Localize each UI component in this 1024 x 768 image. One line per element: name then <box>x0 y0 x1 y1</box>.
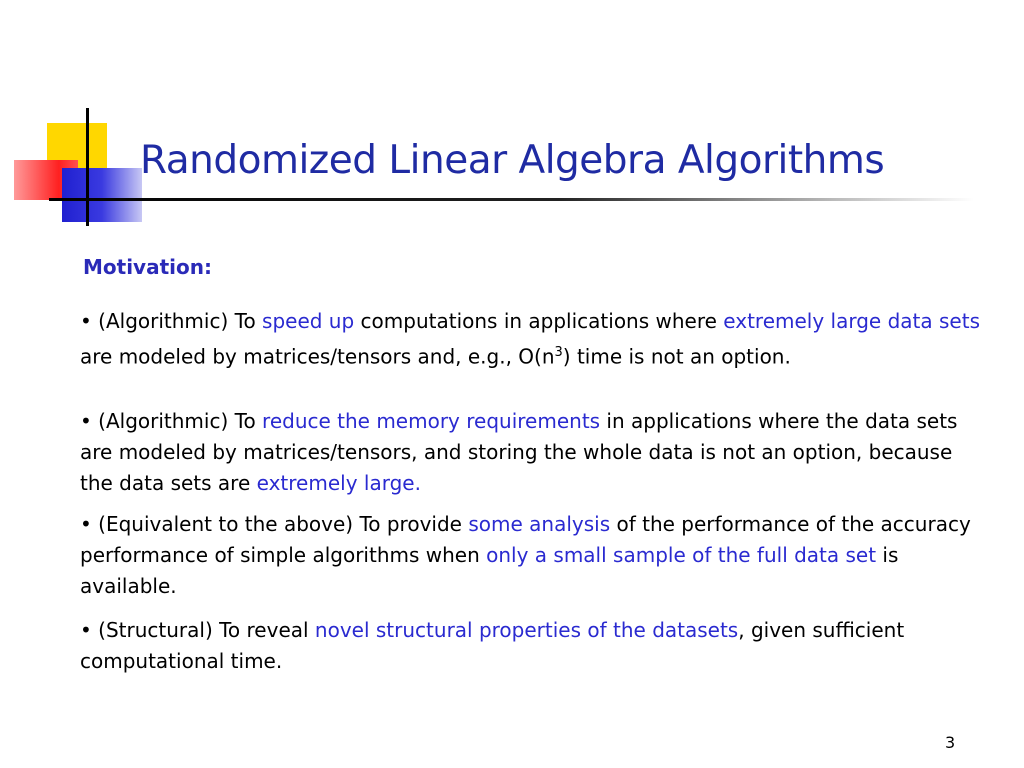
bullet-text: • (Structural) To reveal <box>80 618 315 642</box>
bullet-text: of the performance of the accuracy performance of simple algorithms when <box>80 512 971 567</box>
bullet-memory <box>80 406 980 499</box>
bullet-text: computations in applications where <box>354 309 724 333</box>
superscript: 3 <box>554 345 563 360</box>
highlight-text: extremely large. <box>256 471 421 495</box>
bullet-structural <box>80 615 980 677</box>
page-number: 3 <box>945 733 956 752</box>
decor-vertical-line <box>86 108 89 226</box>
bullet-analysis <box>80 509 980 602</box>
highlight-text: reduce the memory requirements <box>262 409 601 433</box>
title-underline <box>49 198 974 201</box>
bullet-text: are modeled by matrices/tensors and, e.g., O(n <box>80 344 555 369</box>
highlight-text: speed up <box>262 309 355 333</box>
section-heading: Motivation: <box>83 255 212 279</box>
bullet-speed-up <box>80 306 980 373</box>
bullet-text: is available. <box>80 543 899 598</box>
highlight-text: some analysis <box>468 512 611 536</box>
bullet-text: • (Algorithmic) To <box>80 309 263 333</box>
highlight-text: novel structural properties of the datasets <box>314 618 739 642</box>
bullet-text: • (Algorithmic) To <box>80 409 263 433</box>
highlight-text: extremely large data sets <box>723 309 980 333</box>
bullet-text: ) time is not an option. <box>562 344 791 369</box>
decor-blue-square <box>62 168 142 222</box>
highlight-text: only a small sample of the full data set <box>486 543 877 567</box>
bullet-text: , given sufficient computational time. <box>80 618 905 673</box>
bullet-text: in applications where the data sets are modeled by matrices/tensors, and storing the whole data is not an option, because the data sets are <box>80 409 958 495</box>
slide-title: Randomized Linear Algebra Algorithms <box>140 138 885 183</box>
bullet-text: • (Equivalent to the above) To provide <box>80 512 469 536</box>
